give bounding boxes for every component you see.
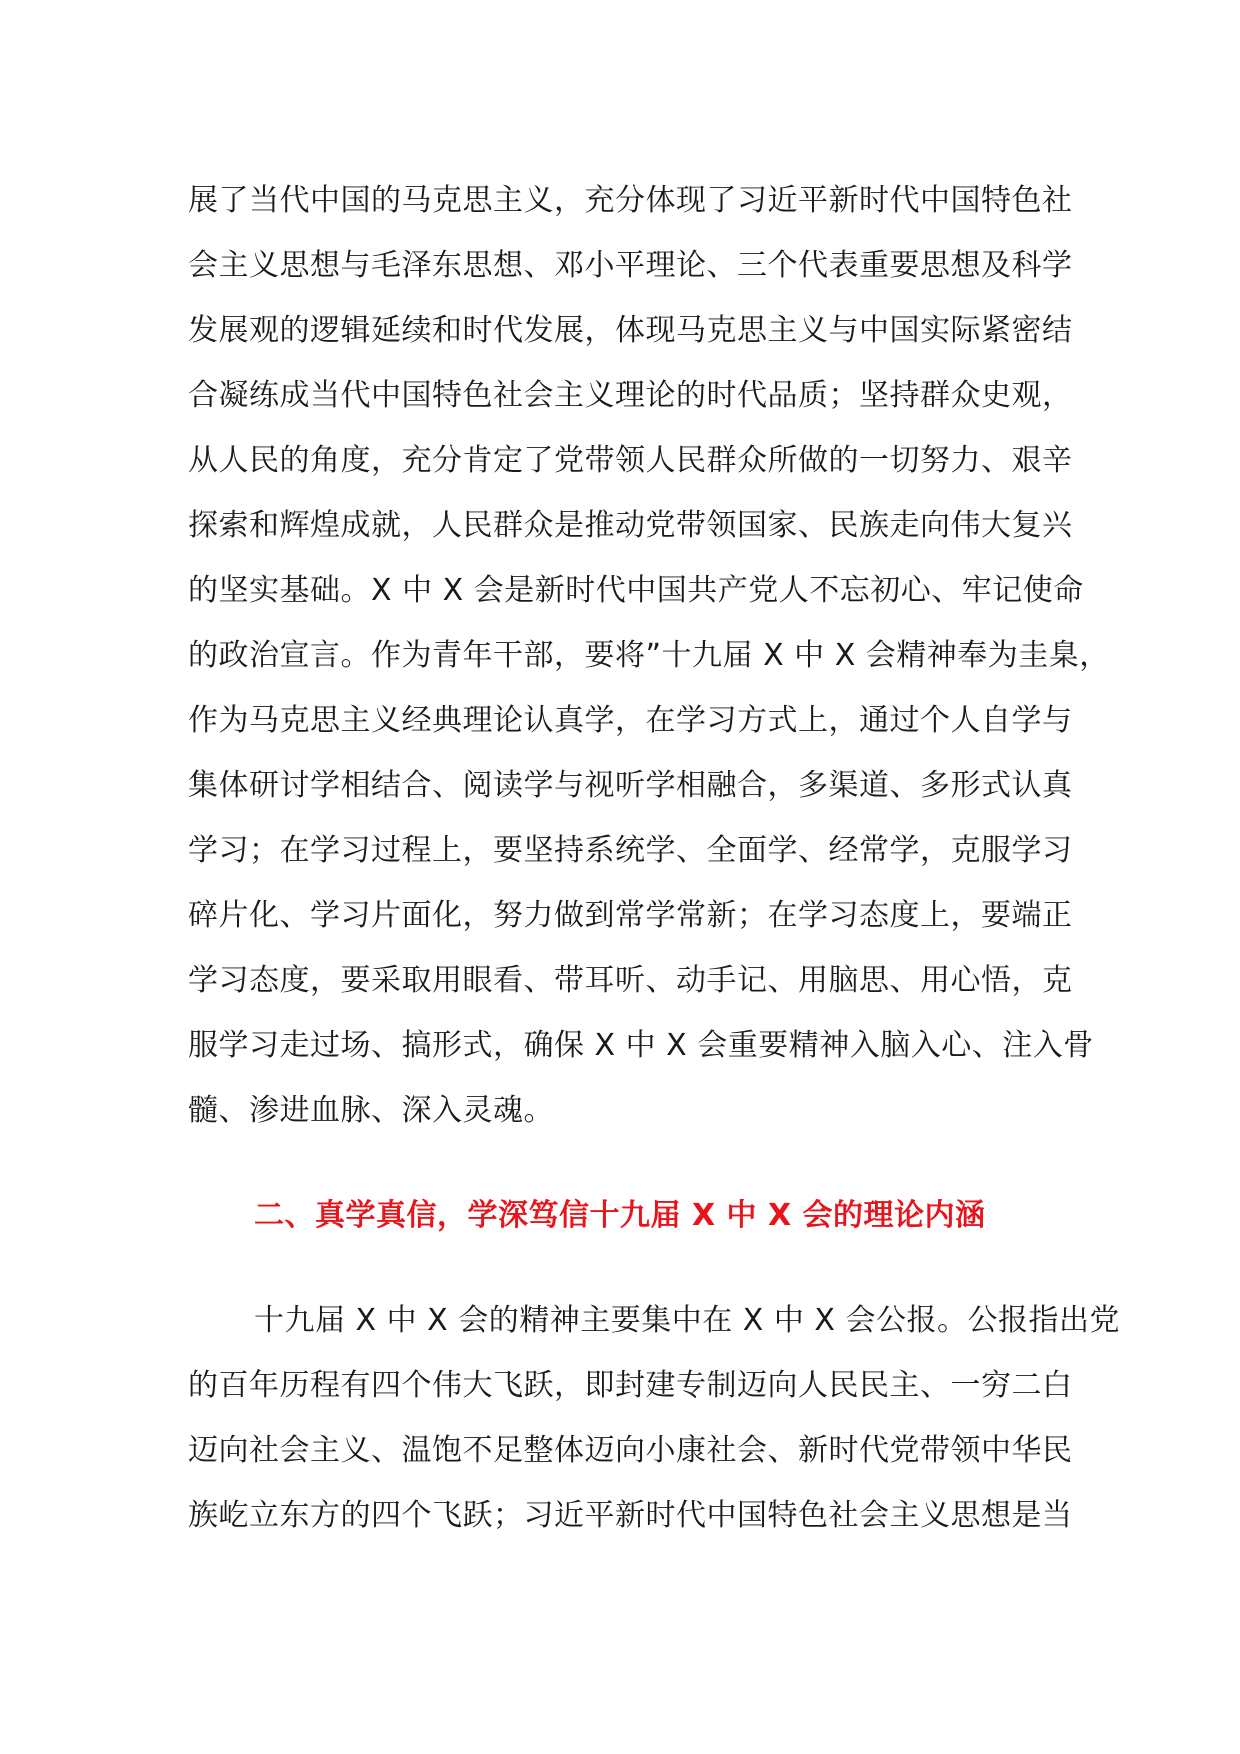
document-body — [188, 168, 1120, 1548]
paragraph-line: 学习；在学习过程上，要坚持系统学、全面学、经常学，克服学习 — [188, 833, 1073, 868]
paragraph-1 — [188, 168, 1110, 1143]
paragraph-line: 的坚实基础。X 中 X 会是新时代中国共产党人不忘初心、牢记使命 — [188, 573, 1084, 608]
paragraph-line: 合凝练成当代中国特色社会主义理论的时代品质；坚持群众史观， — [188, 378, 1073, 413]
section-heading: 二、真学真信，学深笃信十九届 X 中 X 会的理论内涵 — [254, 1198, 986, 1233]
paragraph-line: 展了当代中国的马克思主义，充分体现了习近平新时代中国特色社 — [188, 183, 1073, 218]
paragraph-line: 学习态度，要采取用眼看、带耳听、动手记、用脑思、用心悟，克 — [188, 963, 1073, 998]
paragraph-line: 迈向社会主义、温饱不足整体迈向小康社会、新时代党带领中华民 — [188, 1433, 1073, 1468]
paragraph-line: 集体研讨学相结合、阅读学与视听学相融合，多渠道、多形式认真 — [188, 768, 1073, 803]
paragraph-line: 服学习走过场、搞形式，确保 X 中 X 会重要精神入脑入心、注入骨 — [188, 1028, 1094, 1063]
paragraph-line: 的百年历程有四个伟大飞跃，即封建专制迈向人民民主、一穷二白 — [188, 1368, 1073, 1403]
paragraph-line: 十九届 X 中 X 会的精神主要集中在 X 中 X 会公报。公报指出党 — [254, 1303, 1120, 1338]
paragraph-line: 髓、渗进血脉、深入灵魂。 — [188, 1093, 554, 1128]
paragraph-line: 发展观的逻辑延续和时代发展，体现马克思主义与中国实际紧密结 — [188, 313, 1073, 348]
paragraph-line: 从人民的角度，充分肯定了党带领人民群众所做的一切努力、艰辛 — [188, 443, 1073, 478]
paragraph-line: 作为马克思主义经典理论认真学，在学习方式上，通过个人自学与 — [188, 703, 1073, 738]
paragraph-line: 族屹立东方的四个飞跃；习近平新时代中国特色社会主义思想是当 — [188, 1498, 1073, 1533]
paragraph-line: 会主义思想与毛泽东思想、邓小平理论、三个代表重要思想及科学 — [188, 248, 1073, 283]
paragraph-line: 的政治宣言。作为青年干部，要将”十九届 X 中 X 会精神奉为圭臬， — [188, 638, 1110, 673]
paragraph-line: 碎片化、学习片面化，努力做到常学常新；在学习态度上，要端正 — [188, 898, 1073, 933]
paragraph-2 — [188, 1288, 1120, 1548]
paragraph-line: 探索和辉煌成就，人民群众是推动党带领国家、民族走向伟大复兴 — [188, 508, 1073, 543]
